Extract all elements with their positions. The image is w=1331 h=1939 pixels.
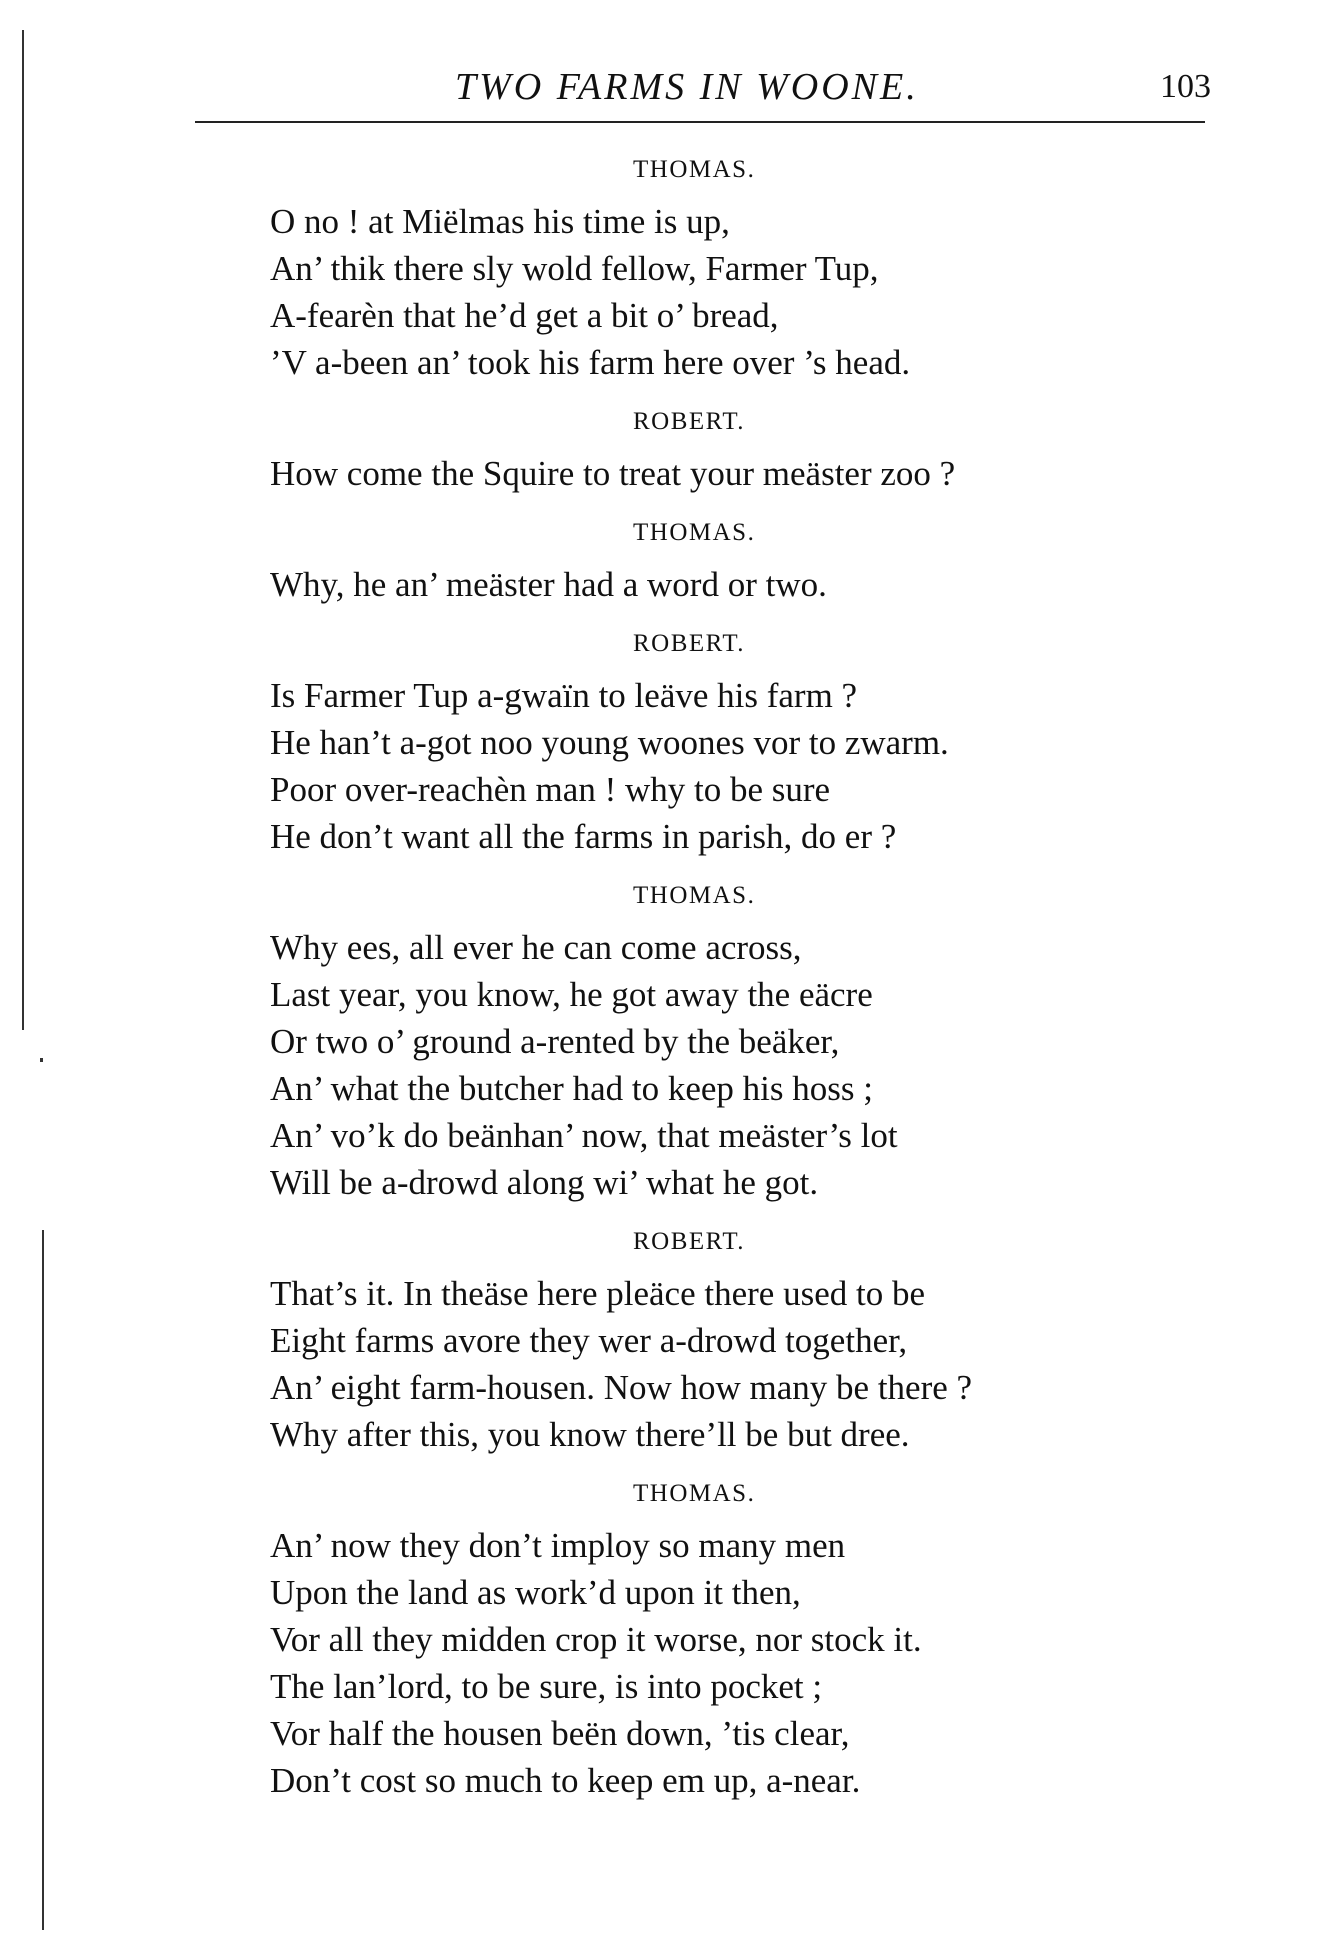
verse-line: A-fearèn that he’d get a bit o’ bread, [270, 296, 779, 335]
verse-line: An’ what the butcher had to keep his hoss ; [270, 1069, 873, 1108]
verse-line: That’s it. In theäse here pleäce there used to be [270, 1274, 925, 1313]
verse-line: Vor all they midden crop it worse, nor stock it. [270, 1620, 922, 1659]
verse-line: Is Farmer Tup a-gwaïn to leäve his farm ? [270, 676, 858, 715]
verse-line: Why ees, all ever he can come across, [270, 928, 802, 967]
verse-line: Vor half the housen beën down, ’tis clear, [270, 1714, 850, 1753]
page-number: 103 [1160, 68, 1211, 105]
verse-dialogue [0, 152, 1331, 1822]
speaker-name: ROBERT. [633, 408, 746, 435]
speaker-name: THOMAS. [633, 519, 756, 546]
verse-line: Poor over-reachèn man ! why to be sure [270, 770, 831, 809]
stanza [0, 152, 1331, 404]
speaker-name: ROBERT. [633, 630, 746, 657]
header-rule [195, 121, 1205, 123]
running-head [0, 62, 1331, 112]
verse-line: An’ vo’k do beänhan’ now, that meäster’s lot [270, 1116, 898, 1155]
verse-line: Will be a-drowd along wi’ what he got. [270, 1163, 819, 1202]
verse-line: An’ now they don’t imploy so many men [270, 1526, 846, 1565]
verse-line: Why after this, you know there’ll be but dree. [270, 1415, 910, 1454]
speaker-name: THOMAS. [633, 882, 756, 909]
verse-line: Last year, you know, he got away the eäcre [270, 975, 873, 1014]
speaker-name: ROBERT. [633, 1228, 746, 1255]
verse-line: He han’t a-got noo young woones vor to zwarm. [270, 723, 949, 762]
verse-line: He don’t want all the farms in parish, do er ? [270, 817, 897, 856]
verse-line: How come the Squire to treat your meäster zoo ? [270, 454, 956, 493]
verse-line: Why, he an’ meäster had a word or two. [270, 565, 827, 604]
running-title: TWO FARMS IN WOONE. [455, 66, 919, 108]
stanza [0, 1476, 1331, 1822]
verse-line: Eight farms avore they wer a-drowd together, [270, 1321, 908, 1360]
stanza [0, 626, 1331, 878]
speaker-name: THOMAS. [633, 1480, 756, 1507]
stanza [0, 1224, 1331, 1476]
verse-line: Or two o’ ground a-rented by the beäker, [270, 1022, 840, 1061]
stanza [0, 878, 1331, 1224]
speaker-name: THOMAS. [633, 156, 756, 183]
verse-line: An’ thik there sly wold fellow, Farmer Tup, [270, 249, 879, 288]
verse-line: O no ! at Miëlmas his time is up, [270, 202, 730, 241]
verse-line: Upon the land as work’d upon it then, [270, 1573, 801, 1612]
verse-line: The lan’lord, to be sure, is into pocket ; [270, 1667, 823, 1706]
stanza [0, 404, 1331, 515]
verse-line: ’V a-been an’ took his farm here over ’s head. [270, 343, 911, 382]
verse-line: Don’t cost so much to keep em up, a-near. [270, 1761, 861, 1800]
verse-line: An’ eight farm-housen. Now how many be there ? [270, 1368, 973, 1407]
stanza [0, 515, 1331, 626]
